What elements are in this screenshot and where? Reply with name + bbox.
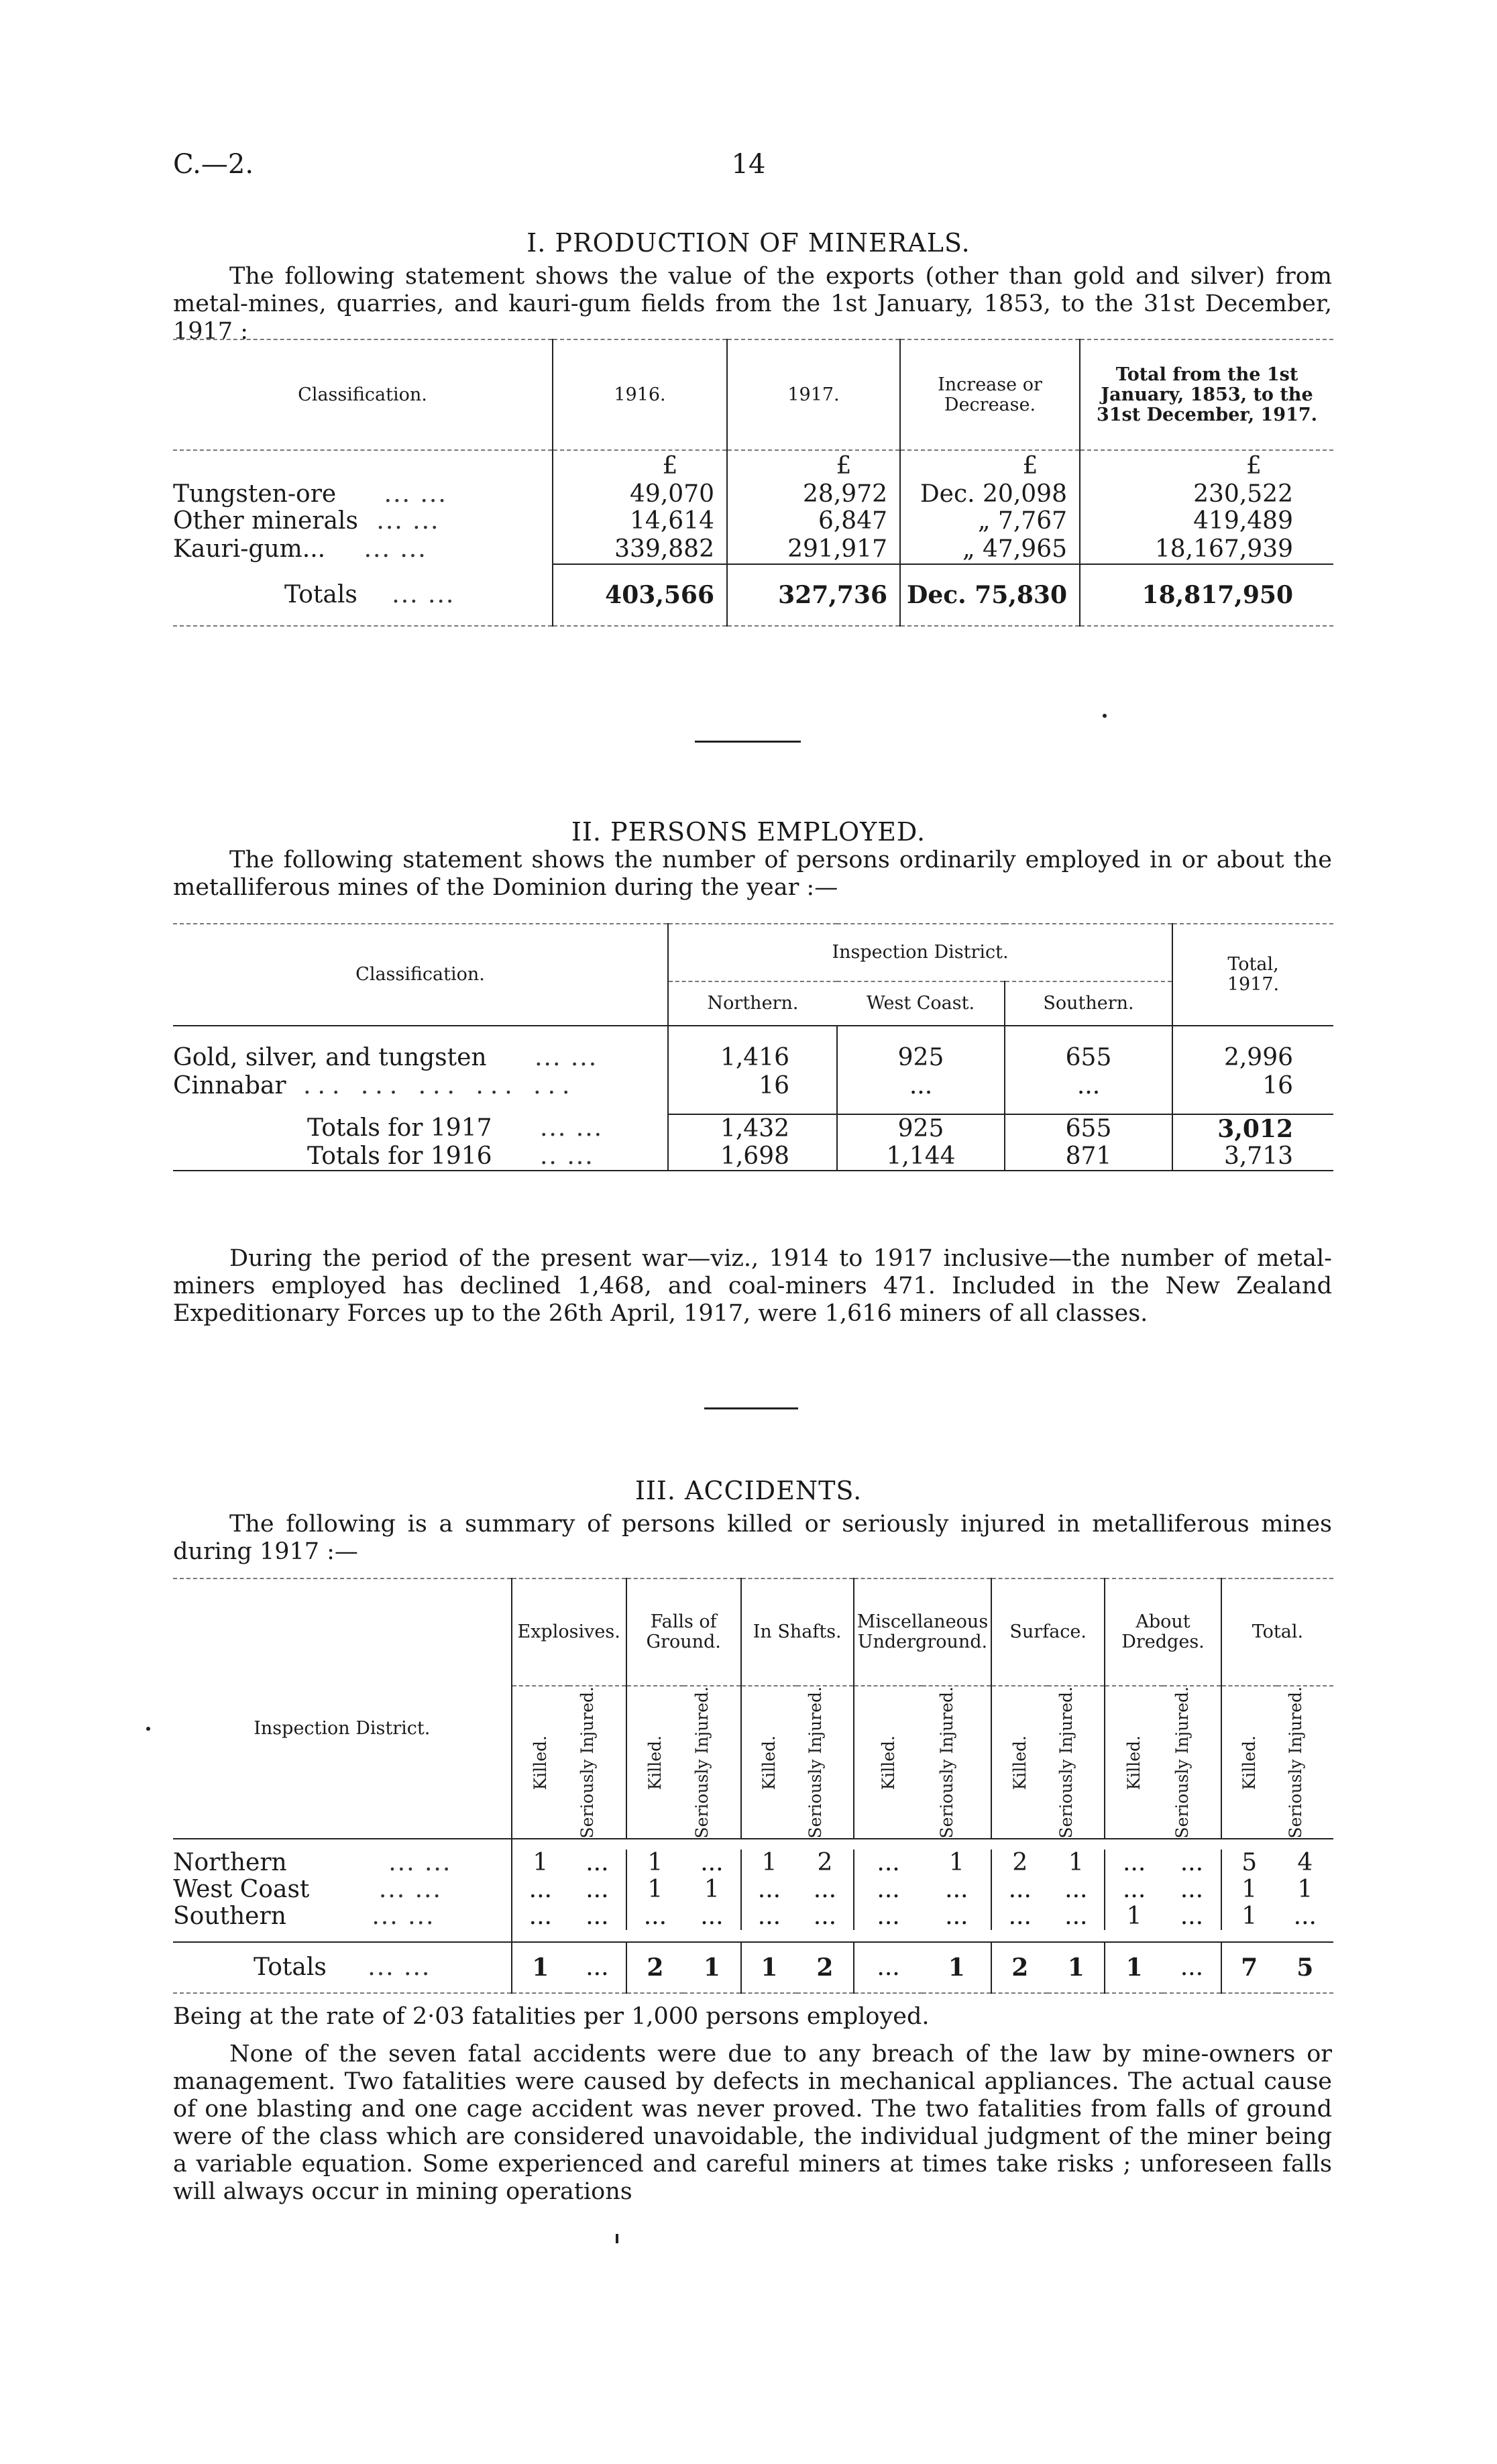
row-label: West Coast ... ... [173,1876,442,1904]
col-header-northern: Northern. [668,981,837,1026]
cell: 1 [1221,1903,1277,1930]
section-intro-production: The following statement shows the value of the exports (other than gold and silver) from metal-mines, quarries, and kauri-gum fields from the 1st January, 1853, to the 31st December, 1917 : [173,263,1332,345]
table-header-row [173,339,1333,450]
totals-row [173,1942,1333,1993]
totals-row [173,564,1333,626]
cell: ... [1293,1903,1317,1931]
cell: 1 [1068,1849,1084,1877]
cell: ... [813,1903,837,1931]
cell: 5 [1296,1953,1314,1982]
cell: 1 [626,1850,683,1876]
cell: ... [512,1876,569,1903]
table-row [173,1876,1333,1903]
cell: ... [700,1849,724,1877]
page-number: 14 [731,149,766,180]
cell: ... [854,1876,923,1903]
cell: 1 [741,1850,797,1876]
cell-southern: ... [1005,1071,1172,1101]
document-reference: C.—2. [173,149,254,180]
col-header-1917: 1917. [727,339,900,450]
row-label: Cinnabar ... ... ... ... ... [173,1072,577,1100]
col-header-increase: Increase or Decrease. [900,339,1080,450]
col-header-southern: Southern. [1005,981,1172,1026]
subheader-killed: Killed. [1009,1735,1030,1790]
print-speck [146,1727,150,1731]
section-title-accidents: III. ACCIDENTS. [634,1476,863,1505]
cell: ... [991,1903,1048,1930]
cell-total: 419,489 [1080,508,1333,535]
cell: ... [813,1876,837,1904]
cell: 1 [1297,1876,1313,1904]
cell: 2 [991,1942,1048,1993]
totals-label: Totals for 1917 ... ... [307,1114,604,1142]
col-header-falls-of-ground: Falls of Ground. [626,1578,741,1686]
cell: 4 [1297,1849,1313,1877]
cell-change: „ 7,767 [900,508,1080,535]
col-header-total: Total. [1221,1578,1333,1686]
accidents-table [173,1578,1333,2001]
table-row [173,481,1333,508]
cell-total: 2,996 [1172,1044,1333,1071]
table-row [173,535,1333,564]
cell-total: 16 [1172,1071,1333,1101]
cell-west-coast: 925 [837,1044,1005,1071]
col-header-inspection-district: Inspection District. [668,924,1172,981]
grand-total: 18,817,950 [1080,564,1333,626]
cell: ... [586,1849,609,1877]
table-row [173,1903,1333,1930]
col-header-inspection-district: Inspection District. [254,1718,431,1739]
cell: ... [945,1903,968,1931]
section-title-production: I. PRODUCTION OF MINERALS. [526,228,971,258]
cell: ... [1180,1876,1204,1904]
table-row [173,1850,1333,1876]
cell: 1 [948,1849,964,1877]
subheader-seriously-injured: Seriously Injured. [577,1686,598,1839]
row-label: Other minerals ... ... [173,507,440,535]
section-intro-accidents: The following is a summary of persons killed or seriously injured in metalliferous mines during 1917 :— [173,1511,1332,1565]
cell: 1 [1105,1903,1163,1930]
table-row [173,508,1333,535]
table-row [173,1071,1333,1101]
totals-label: Totals ... ... [254,1953,431,1982]
cell-total: 18,167,939 [1080,535,1333,564]
subheader-killed: Killed. [878,1735,898,1790]
total-west-coast: 925 [837,1114,1005,1142]
row-label: Southern ... ... [173,1903,435,1931]
cell: ... [991,1876,1048,1903]
subheader-seriously-injured: Seriously Injured. [805,1686,825,1839]
total-southern: 655 [1005,1114,1172,1142]
total-west-coast: 1,144 [837,1142,1005,1171]
cell: 1 [741,1942,797,1993]
section-divider [695,741,801,743]
cell: 2 [817,1849,833,1877]
subheader-seriously-injured: Seriously Injured. [1172,1686,1192,1839]
cell: 1 [512,1850,569,1876]
col-header-misc-underground: Miscellaneous Underground. [854,1578,991,1686]
cell: ... [854,1850,923,1876]
row-label: Gold, silver, and tungsten ... ... [173,1044,598,1071]
cell-change: „ 47,965 [900,535,1080,564]
cell: ... [1180,1953,1204,1982]
cell-total: 230,522 [1080,481,1333,508]
cell: 2 [626,1942,683,1993]
subheader-killed: Killed. [530,1735,550,1790]
total-1916: 403,566 [553,564,727,626]
fatality-rate: Being at the rate of 2·03 fatalities per 1,000 persons employed. [173,2003,930,2030]
cell-west-coast: ... [837,1071,1005,1101]
col-header-1916: 1916. [553,339,727,450]
totals-label: Totals for 1916 .. ... [307,1142,594,1170]
col-header-total: Total from the 1st January, 1853, to the 31st December, 1917. [1080,339,1333,450]
col-header-surface: Surface. [991,1578,1105,1686]
col-header-classification: Classification. [298,384,427,405]
section-title-persons: II. PERSONS EMPLOYED. [571,817,926,847]
cell: ... [586,1953,609,1982]
print-speck [616,2234,618,2243]
currency-label: £ [900,450,1080,481]
cell: ... [1180,1903,1204,1931]
cell: ... [626,1903,683,1930]
total-northern: 1,698 [668,1142,837,1171]
print-speck [1103,714,1107,718]
cell: ... [741,1876,797,1903]
cell: 2 [816,1953,834,1982]
cell: 1 [704,1876,720,1904]
cell-1917: 6,847 [727,508,900,535]
section-intro-persons: The following statement shows the number of persons ordinarily employed in or about the metalliferous mines of the Dominion during the year :— [173,847,1332,901]
row-label: Northern ... ... [173,1849,452,1877]
cell: ... [512,1903,569,1930]
currency-row [173,450,1333,481]
cell-northern: 16 [668,1071,837,1101]
cell: 7 [1221,1942,1277,1993]
subheader-killed: Killed. [1124,1735,1144,1790]
cell: ... [700,1903,724,1931]
cell: ... [1105,1876,1163,1903]
section-divider [704,1407,798,1409]
table-row [173,1044,1333,1071]
total-change: Dec. 75,830 [900,564,1080,626]
row-label: Kauri-gum... ... ... [173,535,427,563]
cell: ... [741,1903,797,1930]
persons-employed-table [173,923,1333,1184]
cell: ... [1064,1903,1088,1931]
cell-northern: 1,416 [668,1044,837,1071]
subheader-killed: Killed. [1239,1735,1259,1790]
grand-total: 3,713 [1172,1142,1333,1171]
total-northern: 1,432 [668,1114,837,1142]
currency-label: £ [553,450,727,481]
cell: ... [586,1876,609,1904]
currency-label: £ [727,450,900,481]
cell: ... [1180,1849,1204,1877]
total-1917: 327,736 [727,564,900,626]
currency-label: £ [1080,450,1333,481]
cell: 1 [1105,1942,1163,1993]
cell-1916: 339,882 [553,535,727,564]
total-southern: 871 [1005,1142,1172,1171]
row-label: Tungsten-ore ... ... [173,480,447,508]
cell: ... [854,1942,923,1993]
subheader-seriously-injured: Seriously Injured. [1285,1686,1305,1839]
col-header-about-dredges: About Dredges. [1105,1578,1221,1686]
subheader-killed: Killed. [645,1735,665,1790]
col-header-in-shafts: In Shafts. [741,1578,854,1686]
col-header-classification: Classification. [355,964,485,985]
cell: 5 [1221,1850,1277,1876]
col-header-west-coast: West Coast. [866,993,975,1014]
cell: ... [854,1903,923,1930]
cell: 2 [991,1850,1048,1876]
subheader-seriously-injured: Seriously Injured. [1056,1686,1076,1839]
cell: ... [586,1903,609,1931]
accidents-note: None of the seven fatal accidents were due to any breach of the law by mine-owners or management. Two fatalities were caused by defects in mechanical appliances. The actual cause of one blasting and one cage accident was never proved. The two fatalities from falls of ground were of the class which are considered unavoidable, the individual judgment of the miner being a variable equation. Some experienced and careful miners at times take risks ; unforeseen falls will always occur in mining operations [173,2041,1332,2205]
cell: 1 [1221,1876,1277,1903]
cell: ... [1105,1850,1163,1876]
war-note: During the period of the present war—viz., 1914 to 1917 inclusive—the number of metal-miners employed has declined 1,468, and coal-miners 471. Included in the New Zealand Expeditionary Forces up to the 26th April, 1917, were 1,616 miners of all classes. [173,1245,1332,1327]
cell: 1 [1067,1953,1085,1982]
cell: 1 [948,1953,965,1982]
cell-1916: 14,614 [553,508,727,535]
cell-1917: 291,917 [727,535,900,564]
cell: ... [945,1876,968,1904]
grand-total: 3,012 [1172,1114,1333,1142]
subheader-seriously-injured: Seriously Injured. [692,1686,712,1839]
totals-label: Totals ... ... [284,580,455,608]
cell: 1 [512,1942,569,1993]
cell-southern: 655 [1005,1044,1172,1071]
totals-row [173,1142,1333,1171]
subheader-killed: Killed. [759,1735,779,1790]
col-header-explosives: Explosives. [512,1578,626,1686]
totals-row [173,1114,1333,1142]
cell-change: Dec. 20,098 [900,481,1080,508]
cell: 1 [703,1953,720,1982]
col-header-total: Total, 1917. [1172,924,1333,1026]
cell-1916: 49,070 [553,481,727,508]
cell-1917: 28,972 [727,481,900,508]
cell: ... [1064,1876,1088,1904]
subheader-seriously-injured: Seriously Injured. [937,1686,957,1839]
production-table [173,339,1333,639]
cell: 1 [626,1876,683,1903]
